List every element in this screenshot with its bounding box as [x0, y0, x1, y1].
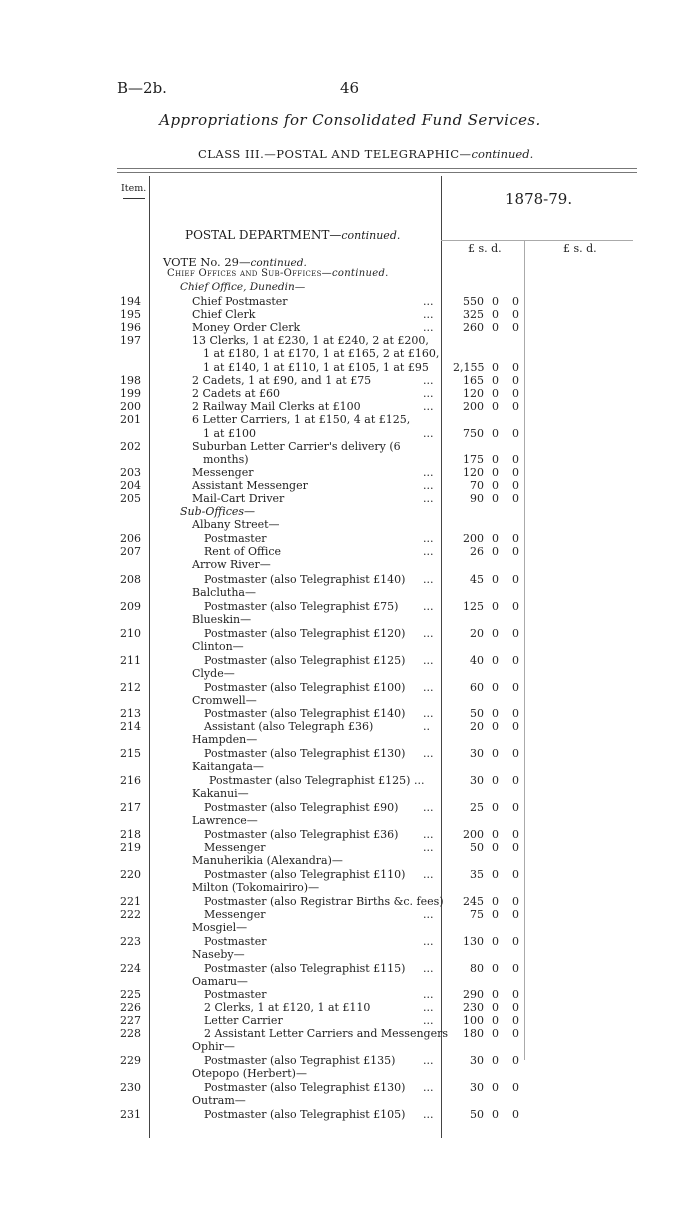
amount-pence: 0: [512, 1014, 519, 1027]
item-description: Postmaster (also Tegraphist £135): [204, 1054, 396, 1067]
amount-pounds: 125: [463, 600, 484, 613]
amount-shillings: 0: [492, 868, 499, 881]
amount-shillings: 0: [492, 295, 499, 308]
item-description: Postmaster (also Telegraphist £140): [204, 707, 406, 720]
amount-pounds: 60: [470, 681, 484, 694]
item-description: 2 Cadets, 1 at £90, and 1 at £75: [192, 374, 372, 387]
amount-pounds: 180: [463, 1027, 484, 1040]
amount-pounds: 50: [470, 1108, 484, 1121]
amount-pence: 0: [512, 681, 519, 694]
item-number: 213: [120, 707, 141, 720]
vote-heading-continued: continued.: [250, 257, 307, 269]
amount-pounds: 75: [470, 908, 484, 921]
amount-shillings: 0: [492, 479, 499, 492]
amount-shillings: 0: [492, 453, 499, 466]
amount-shillings: 0: [492, 1014, 499, 1027]
amount-pounds: 40: [470, 654, 484, 667]
item-description: 2 Assistant Letter Carriers and Messengers: [204, 1027, 449, 1040]
item-description: Money Order Clerk: [192, 321, 301, 334]
item-number: 228: [120, 1027, 141, 1040]
item-description: Oamaru—: [192, 975, 248, 988]
amount-shillings: 0: [492, 387, 499, 400]
item-number: 205: [120, 492, 141, 505]
item-description: Lawrence—: [192, 814, 258, 827]
amount-shillings: 0: [492, 532, 499, 545]
amount-pence: 0: [512, 627, 519, 640]
subsection-heading-continued: continued.: [331, 268, 389, 279]
amount-pence: 0: [512, 841, 519, 854]
class-heading: [198, 147, 533, 161]
item-description: Postmaster (also Telegraphist £75): [204, 600, 399, 613]
leader-dots: ...: [423, 627, 434, 640]
item-number: 200: [120, 400, 141, 413]
leader-dots: ...: [423, 988, 434, 1001]
amount-pence: 0: [512, 545, 519, 558]
item-description: Postmaster (also Registrar Births &c. fees): [204, 895, 444, 908]
amount-pence: 0: [512, 1027, 519, 1040]
item-description: 1 at £100: [203, 427, 256, 440]
amount-shillings: 0: [492, 400, 499, 413]
item-number: 230: [120, 1081, 141, 1094]
amount-shillings: 0: [492, 962, 499, 975]
leader-dots: ...: [423, 427, 434, 440]
amount-pence: 0: [512, 308, 519, 321]
amount-pounds: 120: [463, 387, 484, 400]
amount-pounds: 25: [470, 801, 484, 814]
item-number: 195: [120, 308, 141, 321]
amount-pence: 0: [512, 895, 519, 908]
amount-shillings: 0: [492, 1054, 499, 1067]
item-description: Postmaster (also Telegraphist £90): [204, 801, 399, 814]
leader-dots: ...: [423, 935, 434, 948]
item-description: Milton (Tokomairiro)—: [192, 881, 320, 894]
leader-dots: ...: [423, 868, 434, 881]
document-reference: B—2b.: [117, 79, 167, 97]
amount-pounds: 35: [470, 868, 484, 881]
leader-dots: ...: [423, 962, 434, 975]
leader-dots: ...: [423, 1014, 434, 1027]
item-description: Postmaster (also Telegraphist £36): [204, 828, 399, 841]
top-rule: [117, 168, 637, 169]
item-number: 226: [120, 1001, 141, 1014]
item-description: 2 Cadets at £60: [192, 387, 281, 400]
amount-pence: 0: [512, 374, 519, 387]
item-description: Assistant Messenger: [192, 479, 308, 492]
amount-pence: 0: [512, 747, 519, 760]
subsection-heading: [167, 268, 389, 279]
item-number: 211: [120, 654, 141, 667]
amount-pounds: 750: [463, 427, 484, 440]
amount-pounds: 50: [470, 707, 484, 720]
item-number: 197: [120, 334, 141, 347]
item-number: 209: [120, 600, 141, 613]
amount-pence: 0: [512, 400, 519, 413]
item-description: 1 at £140, 1 at £110, 1 at £105, 1 at £95: [203, 361, 429, 374]
item-number: 225: [120, 988, 141, 1001]
amount-pounds: 45: [470, 573, 484, 586]
amount-shillings: 0: [492, 308, 499, 321]
amount-pence: 0: [512, 868, 519, 881]
amount-pounds: 260: [463, 321, 484, 334]
item-description: Assistant (also Telegraph £36): [204, 720, 374, 733]
item-number: 214: [120, 720, 141, 733]
amount-shillings: 0: [492, 1001, 499, 1014]
amount-pounds: 30: [470, 747, 484, 760]
item-number: 222: [120, 908, 141, 921]
item-description: Postmaster: [204, 988, 267, 1001]
item-number: 229: [120, 1054, 141, 1067]
amount-shillings: 0: [492, 427, 499, 440]
leader-dots: ...: [423, 707, 434, 720]
amount-pence: 0: [512, 774, 519, 787]
leader-dots: ...: [423, 1108, 434, 1121]
leader-dots: ...: [423, 1081, 434, 1094]
item-number: 202: [120, 440, 141, 453]
currency-header-2: £ s. d.: [563, 242, 597, 255]
amount-pence: 0: [512, 988, 519, 1001]
amount-pence: 0: [512, 801, 519, 814]
section-heading-continued: continued.: [341, 229, 401, 242]
item-description: Postmaster: [204, 935, 267, 948]
amount-pence: 0: [512, 321, 519, 334]
item-column-header: Item.: [121, 183, 147, 194]
subsection-heading-text: Chief Offices and Sub-Offices—: [167, 268, 332, 279]
amount-shillings: 0: [492, 600, 499, 613]
office-heading: Chief Office, Dunedin—: [180, 281, 306, 293]
item-description: Postmaster: [204, 532, 267, 545]
amount-shillings: 0: [492, 681, 499, 694]
leader-dots: ...: [423, 747, 434, 760]
leader-dots: ...: [423, 908, 434, 921]
item-description: Mail-Cart Driver: [192, 492, 285, 505]
item-description: Clyde—: [192, 667, 235, 680]
amount-pence: 0: [512, 427, 519, 440]
amount-shillings: 0: [492, 895, 499, 908]
leader-dots: ...: [423, 532, 434, 545]
leader-dots: ...: [423, 308, 434, 321]
item-number: 201: [120, 413, 141, 426]
item-description: Postmaster (also Telegraphist £115): [204, 962, 406, 975]
item-description: 2 Railway Mail Clerks at £100: [192, 400, 361, 413]
amount-shillings: 0: [492, 801, 499, 814]
amount-pence: 0: [512, 654, 519, 667]
class-heading-text: CLASS III.—POSTAL AND TELEGRAPHIC—: [198, 147, 472, 161]
amount-shillings: 0: [492, 466, 499, 479]
item-number: 215: [120, 747, 141, 760]
item-number: 221: [120, 895, 141, 908]
financial-year: 1878-79.: [505, 190, 573, 208]
item-description: Outram—: [192, 1094, 246, 1107]
item-number: 217: [120, 801, 141, 814]
amount-pence: 0: [512, 600, 519, 613]
item-description: Postmaster (also Telegraphist £100): [204, 681, 406, 694]
item-number: 198: [120, 374, 141, 387]
currency-header-1: £ s. d.: [468, 242, 502, 255]
amount-pounds: 130: [463, 935, 484, 948]
section-heading: [185, 228, 400, 242]
leader-dots: ...: [423, 841, 434, 854]
amount-shillings: 0: [492, 374, 499, 387]
amount-pounds: 245: [463, 895, 484, 908]
amount-header-rule: [441, 240, 633, 241]
leader-dots: ...: [423, 387, 434, 400]
amount-shillings: 0: [492, 908, 499, 921]
item-description: Blueskin—: [192, 613, 252, 626]
amount-pounds: 120: [463, 466, 484, 479]
amount-shillings: 0: [492, 1027, 499, 1040]
item-number: 206: [120, 532, 141, 545]
item-number: 223: [120, 935, 141, 948]
item-description: Ophir—: [192, 1040, 235, 1053]
item-description: Letter Carrier: [204, 1014, 283, 1027]
item-description: Naseby—: [192, 948, 245, 961]
leader-dots: ...: [423, 1054, 434, 1067]
amount-pence: 0: [512, 479, 519, 492]
amount-pence: 0: [512, 387, 519, 400]
leader-dots: ...: [423, 1001, 434, 1014]
leader-dots: ...: [423, 321, 434, 334]
item-description: Postmaster (also Telegraphist £130): [204, 1081, 406, 1094]
item-description: months): [203, 453, 249, 466]
item-description: Messenger: [192, 466, 254, 479]
item-number: 208: [120, 573, 141, 586]
item-description: Messenger: [204, 908, 266, 921]
amount-pounds: 90: [470, 492, 484, 505]
amount-pounds: 20: [470, 720, 484, 733]
amount-pounds: 175: [463, 453, 484, 466]
item-description: Clinton—: [192, 640, 244, 653]
amount-shillings: 0: [492, 492, 499, 505]
amount-pounds: 100: [463, 1014, 484, 1027]
amount-pounds: 70: [470, 479, 484, 492]
item-description: Postmaster (also Telegraphist £125) ...: [209, 774, 425, 787]
item-description: Mosgiel—: [192, 921, 248, 934]
amount-pounds: 50: [470, 841, 484, 854]
amount-shillings: 0: [492, 654, 499, 667]
amount-pence: 0: [512, 707, 519, 720]
item-number: 216: [120, 774, 141, 787]
amount-shillings: 0: [492, 321, 499, 334]
item-number: 218: [120, 828, 141, 841]
item-number: 231: [120, 1108, 141, 1121]
item-description: Cromwell—: [192, 694, 257, 707]
item-description: Postmaster (also Telegraphist £120): [204, 627, 406, 640]
top-rule-double: [117, 172, 637, 173]
amount-pence: 0: [512, 573, 519, 586]
item-number: 203: [120, 466, 141, 479]
amount-pence: 0: [512, 935, 519, 948]
leader-dots: ...: [423, 545, 434, 558]
amount-pence: 0: [512, 828, 519, 841]
amount-pence: 0: [512, 1081, 519, 1094]
leader-dots: ...: [423, 681, 434, 694]
amount-pounds: 26: [470, 545, 484, 558]
vote-heading-text: VOTE No. 29—: [163, 255, 251, 269]
amount-pence: 0: [512, 492, 519, 505]
amount-shillings: 0: [492, 988, 499, 1001]
item-description: Otepopo (Herbert)—: [192, 1067, 307, 1080]
amount-shillings: 0: [492, 720, 499, 733]
item-number: 210: [120, 627, 141, 640]
amount-pence: 0: [512, 532, 519, 545]
item-description: 1 at £180, 1 at £170, 1 at £165, 2 at £160,: [203, 347, 440, 360]
item-description: Rent of Office: [204, 545, 282, 558]
page-title: Appropriations for Consolidated Fund Services.: [159, 111, 541, 129]
leader-dots: ...: [423, 654, 434, 667]
item-description: Postmaster (also Telegraphist £105): [204, 1108, 406, 1121]
amount-pence: 0: [512, 1001, 519, 1014]
leader-dots: ...: [423, 573, 434, 586]
amount-shillings: 0: [492, 828, 499, 841]
item-number: 220: [120, 868, 141, 881]
amount-pounds: 200: [463, 400, 484, 413]
item-description: Postmaster (also Telegraphist £125): [204, 654, 406, 667]
column-divider-left: [149, 176, 150, 1138]
item-description: 13 Clerks, 1 at £230, 1 at £240, 2 at £200,: [192, 334, 429, 347]
amount-shillings: 0: [492, 1108, 499, 1121]
item-number: 219: [120, 841, 141, 854]
item-description: Postmaster (also Telegraphist £130): [204, 747, 406, 760]
item-description: Arrow River—: [192, 558, 271, 571]
leader-dots: ...: [423, 801, 434, 814]
class-heading-continued: continued.: [471, 147, 534, 161]
amount-pence: 0: [512, 453, 519, 466]
item-number: 199: [120, 387, 141, 400]
page-number: 46: [340, 79, 360, 97]
leader-dots: ...: [423, 828, 434, 841]
amount-pence: 0: [512, 361, 519, 374]
amount-pounds: 550: [463, 295, 484, 308]
vote-heading: [163, 255, 307, 269]
amount-pounds: 290: [463, 988, 484, 1001]
amount-pounds: 200: [463, 828, 484, 841]
item-description: 6 Letter Carriers, 1 at £150, 4 at £125,: [192, 413, 411, 426]
amount-pence: 0: [512, 295, 519, 308]
item-header-underline: [123, 198, 145, 199]
item-description: Hampden—: [192, 733, 258, 746]
amount-pence: 0: [512, 962, 519, 975]
column-divider-amounts: [524, 240, 525, 1060]
item-description: Postmaster (also Telegraphist £140): [204, 573, 406, 586]
amount-pence: 0: [512, 720, 519, 733]
amount-pounds: 165: [463, 374, 484, 387]
leader-dots: ...: [423, 600, 434, 613]
leader-dots: ...: [423, 295, 434, 308]
leader-dots: ...: [423, 479, 434, 492]
amount-pounds: 325: [463, 308, 484, 321]
amount-shillings: 0: [492, 361, 499, 374]
amount-pounds: 30: [470, 774, 484, 787]
amount-pounds: 20: [470, 627, 484, 640]
leader-dots: ...: [423, 400, 434, 413]
amount-pounds: 2,155: [453, 361, 485, 374]
amount-shillings: 0: [492, 935, 499, 948]
item-number: 224: [120, 962, 141, 975]
amount-pence: 0: [512, 908, 519, 921]
section-heading-text: POSTAL DEPARTMENT—: [185, 228, 342, 242]
item-description: Albany Street—: [192, 518, 280, 531]
amount-pence: 0: [512, 1054, 519, 1067]
item-description: 2 Clerks, 1 at £120, 1 at £110: [204, 1001, 371, 1014]
leader-dots: ..: [423, 720, 430, 733]
amount-shillings: 0: [492, 573, 499, 586]
amount-shillings: 0: [492, 707, 499, 720]
amount-shillings: 0: [492, 747, 499, 760]
amount-pounds: 200: [463, 532, 484, 545]
item-description: Kakanui—: [192, 787, 249, 800]
leader-dots: ...: [423, 374, 434, 387]
item-number: 207: [120, 545, 141, 558]
item-description: Chief Postmaster: [192, 295, 288, 308]
item-description: Balclutha—: [192, 586, 256, 599]
amount-pounds: 30: [470, 1081, 484, 1094]
item-description: Postmaster (also Telegraphist £110): [204, 868, 406, 881]
amount-pence: 0: [512, 466, 519, 479]
amount-shillings: 0: [492, 1081, 499, 1094]
column-divider-right: [441, 176, 442, 1138]
amount-shillings: 0: [492, 545, 499, 558]
item-description: Manuherikia (Alexandra)—: [192, 854, 343, 867]
leader-dots: ...: [423, 466, 434, 479]
item-description: Chief Clerk: [192, 308, 256, 321]
amount-pence: 0: [512, 1108, 519, 1121]
item-number: 196: [120, 321, 141, 334]
item-number: 194: [120, 295, 141, 308]
item-description: Messenger: [204, 841, 266, 854]
amount-shillings: 0: [492, 627, 499, 640]
amount-pounds: 230: [463, 1001, 484, 1014]
amount-shillings: 0: [492, 774, 499, 787]
leader-dots: ...: [423, 492, 434, 505]
item-number: 204: [120, 479, 141, 492]
amount-shillings: 0: [492, 841, 499, 854]
amount-pounds: 80: [470, 962, 484, 975]
item-description: Kaitangata—: [192, 760, 264, 773]
item-description: Sub-Offices—: [180, 505, 256, 518]
item-description: Suburban Letter Carrier's delivery (6: [192, 440, 401, 453]
item-number: 227: [120, 1014, 141, 1027]
item-number: 212: [120, 681, 141, 694]
amount-pounds: 30: [470, 1054, 484, 1067]
